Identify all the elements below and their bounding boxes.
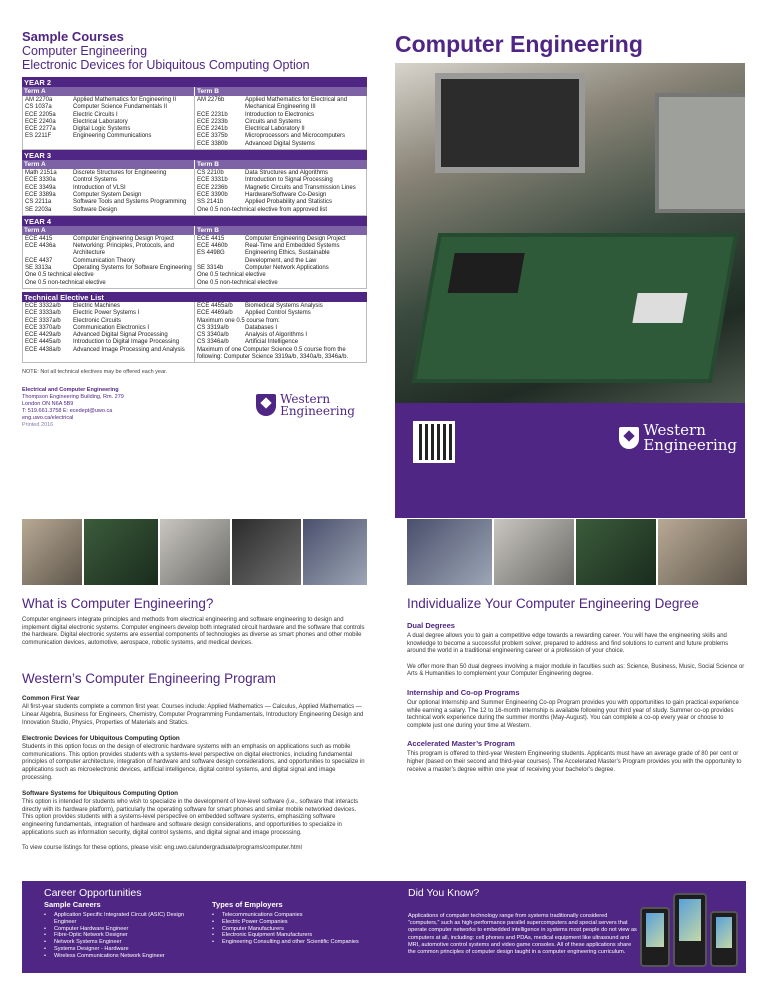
course-code: CS 2210b xyxy=(197,170,224,177)
program-info-panel xyxy=(22,596,367,853)
course-name: Control Systems xyxy=(73,177,118,184)
course-code: ECE 4445a/b xyxy=(25,339,61,346)
employers-title: Types of Employers xyxy=(212,900,283,909)
course-code: AM 2270a xyxy=(25,97,53,103)
course-code: ECE 4437 xyxy=(25,257,53,264)
term-a-label: Term A xyxy=(22,226,194,235)
contact-dept: Electrical and Computer Engineering xyxy=(22,387,119,394)
did-you-know-title: Did You Know? xyxy=(408,887,480,899)
what-is-body: Computer engineers integrate principles and methods from electrical engineering and software engineering to design and implement digital electronic systems. Computer engineers develop both integrated circuit hardware and the software that controls the hardware. Digital electronic systems are essential components of technologies as diverse as smart phones and other mobile communication devices, automotive, aerospace, robotic systems, and medical devices. xyxy=(22,617,365,646)
course-row xyxy=(197,310,364,317)
course-row xyxy=(197,185,364,192)
course-name: Databases I xyxy=(245,324,278,331)
course-code: ECE 3337a/b xyxy=(25,317,61,324)
course-code: ECE 4455a/b xyxy=(197,302,233,309)
course-row xyxy=(25,332,192,339)
employers-list xyxy=(212,912,362,946)
program-section-body: Students in this option focus on the design of electronic hardware systems with an emphasis on applications such as mobile communications. This option provides students with a systems-level perspective on digital electronics, including fundamental principles of computer architecture, integration of hardware and software design considerations, and opportunities to specialize in applications such as microelectronic devices, artificial intelligence, digital control systems, and digital signal and image processing. xyxy=(22,744,365,781)
employers-column xyxy=(212,899,362,960)
term-body xyxy=(22,96,367,150)
course-row xyxy=(25,185,192,192)
smartphones-photo xyxy=(640,887,740,967)
western-shield-icon xyxy=(256,394,276,416)
logo-line1: Western xyxy=(643,421,706,439)
note-text: NOTE: Not all technical electives may be offered each year. xyxy=(22,369,168,376)
tech-left xyxy=(23,302,194,362)
course-row xyxy=(197,339,364,346)
sample-courses-panel xyxy=(22,30,367,429)
course-row xyxy=(197,325,364,332)
sample-courses-option: Electronic Devices for Ubiquitous Computing Option xyxy=(22,58,310,72)
course-name: Networking: Principles, Protocols, and Architecture xyxy=(73,243,175,257)
course-row xyxy=(25,112,192,119)
course-code: ECE 3330a xyxy=(25,177,56,184)
term-header-row xyxy=(22,160,367,169)
course-row xyxy=(25,133,192,140)
course-name: Hardware/Software Co-Design xyxy=(245,191,327,198)
individualize-panel xyxy=(407,596,747,774)
cover-panel xyxy=(395,30,745,518)
course-code: Math 2151a xyxy=(25,170,57,177)
course-row xyxy=(197,177,364,184)
course-name: Introduction of VLSI xyxy=(73,184,126,191)
course-row xyxy=(25,243,192,258)
course-name: Applied Mathematics for Engineering II xyxy=(73,97,177,103)
tech-note: Maximum of one Computer Science 0.5 course from the following: Computer Science 3319a/b, 3340a/b, 3346a/b. xyxy=(197,346,349,361)
course-row xyxy=(197,112,364,119)
course-name: Engineering Communications xyxy=(73,133,152,140)
course-code: ECE 3389a xyxy=(25,191,56,198)
course-name: Artificial Intelligence xyxy=(245,339,299,346)
western-shield-icon xyxy=(619,427,639,449)
course-code: ECE 3375b xyxy=(197,133,228,140)
course-name: Applied Control Systems xyxy=(245,310,311,317)
course-code: CS 2211a xyxy=(25,199,52,206)
course-name: Electrical Laboratory xyxy=(73,118,128,125)
photo-computer-lab xyxy=(407,519,492,585)
individualize-section-title: Dual Degrees xyxy=(407,621,455,630)
course-code: ECE 2240a xyxy=(25,118,56,125)
course-code: ECE 2231b xyxy=(197,111,228,118)
course-row xyxy=(25,177,192,184)
course-code: ECE 4460b xyxy=(197,243,228,250)
course-row xyxy=(197,119,364,126)
sample-careers-column xyxy=(44,899,194,960)
course-name: Electric Machines xyxy=(73,302,121,309)
course-row xyxy=(197,126,364,133)
course-name: Computer Network Applications xyxy=(245,265,329,272)
photo-lab xyxy=(160,519,230,585)
what-is-heading: What is Computer Engineering? xyxy=(22,596,214,611)
course-row xyxy=(25,236,192,243)
course-name: Biomedical Systems Analysis xyxy=(245,302,323,309)
course-name: Circuits and Systems xyxy=(245,118,302,125)
course-row xyxy=(197,243,364,250)
career-title: Career Opportunities xyxy=(44,887,142,899)
photo-strip-right xyxy=(407,519,747,585)
individualize-section-body-2: We offer more than 50 dual degrees involving a major module in faculties such as: Science, Business, Music, Social Science or Arts & Humanities to complement your Computer Engineering degree. xyxy=(407,663,745,678)
course-name: Engineering Ethics, Sustainable Development, and the Law xyxy=(245,250,330,264)
course-row xyxy=(25,192,192,199)
term-b-courses xyxy=(194,96,366,149)
photo-circuit-board xyxy=(84,519,159,585)
course-row xyxy=(197,332,364,339)
did-you-know-band xyxy=(398,881,746,973)
photo-strip-left xyxy=(22,519,367,585)
individualize-heading: Individualize Your Computer Engineering Degree xyxy=(407,596,699,611)
course-row xyxy=(25,207,192,214)
course-code: ECE 4436a xyxy=(25,243,56,250)
course-code: CS 3346a/b xyxy=(197,339,229,346)
course-code: ECE 3331b xyxy=(197,177,228,184)
course-row xyxy=(197,170,364,177)
contact-city: London ON N6A 5B9 xyxy=(22,401,74,408)
contact-phone: T: 519.661.3758 E: ecedept@uwo.ca xyxy=(22,408,113,415)
course-name: Real-Time and Embedded Systems xyxy=(245,243,340,250)
individualize-section-title: Accelerated Master’s Program xyxy=(407,739,515,749)
photo-workstation xyxy=(303,519,367,585)
career-opportunities-band xyxy=(22,881,398,973)
course-row xyxy=(197,97,364,112)
course-code: ECE 4415 xyxy=(25,235,53,242)
course-code: ECE 3332a/b xyxy=(25,302,61,309)
course-code: SE 2203a xyxy=(25,206,52,213)
logo-line2: Engineering xyxy=(280,404,355,419)
photo-robot xyxy=(232,519,302,585)
term-a-label: Term A xyxy=(22,160,194,169)
individualize-section-body: Our optional Internship and Summer Engineering Co-op Program provides you with opportunities to gain practical experience while earning a salary. The 12 to 16-month internship is available following your third year of study. Summer co-op provides technical work experience during the summer months (May-August). You can complete a co-op every year or choose to complete just one during your time at Western. xyxy=(407,699,739,729)
course-code: ECE 4429a/b xyxy=(25,332,61,339)
course-code: ECE 3333a/b xyxy=(25,310,61,317)
course-code: ECE 4469a/b xyxy=(197,310,233,317)
employer-item: • Electronic Equipment Manufacturers xyxy=(212,932,362,939)
course-code: ECE 2241b xyxy=(197,126,228,133)
photo-students xyxy=(22,519,82,585)
course-name: Communication Theory xyxy=(73,257,135,264)
photo-monitors xyxy=(494,519,574,585)
course-code: ECE 2233b xyxy=(197,118,228,125)
course-code: ECE 3349a xyxy=(25,184,56,191)
individualize-section-body: A dual degree allows you to gain a competitive edge towards a rewarding career. You will have the engineering skills and knowledge to become a successful problem solver, prepared to address and find solutions to current and future problems around the world in a traditional engineering career or a profession of your choice. xyxy=(407,633,729,655)
course-tables xyxy=(22,77,367,289)
course-row xyxy=(25,119,192,126)
contact-block xyxy=(22,387,124,429)
course-code: SE 3314b xyxy=(197,265,224,272)
term-a-courses xyxy=(23,96,194,149)
elective-note: One 0.5 technical elective xyxy=(197,272,266,279)
careers-list xyxy=(44,912,194,960)
course-row xyxy=(197,250,364,265)
term-b-courses xyxy=(194,235,366,288)
course-name: Analysis of Algorithms I xyxy=(245,332,308,339)
course-code: CS 3319a/b xyxy=(197,324,229,331)
program-section-title: Software Systems for Ubiquitous Computing Option xyxy=(22,790,179,798)
technical-elective-table xyxy=(22,292,367,363)
course-code: ECE 3370a/b xyxy=(25,324,61,331)
course-name: Magnetic Circuits and Transmission Lines xyxy=(245,184,356,191)
course-name: Electrical Laboratory II xyxy=(245,126,305,133)
program-section-title: Electronic Devices for Ubiquitous Computing Option xyxy=(22,735,180,743)
elective-note: One 0.5 non-technical elective from approved list xyxy=(197,206,328,213)
course-row xyxy=(25,318,192,325)
course-code: CS 1037a xyxy=(25,104,52,111)
tech-elective-header: Technical Elective List xyxy=(22,292,367,302)
course-name: Computer Engineering Design Project xyxy=(73,235,174,242)
course-name: Microprocessors and Microcomputers xyxy=(245,133,346,140)
did-you-know-body: Applications of computer technology range from systems traditionally considered “computers,” such as high-performance parallel supercomputers and special servers that operate computer networks to embedded intelligence in systems most people do not view as computers at all, including: cell phones and PDAs, medical equipment like ultrasound and MRI, automotive control systems and video game consoles. All of these applications share the common principles of computer design taught in a computer engineering curriculum. xyxy=(408,913,637,956)
course-name: Introduction to Digital Image Processing xyxy=(73,339,180,346)
program-section-body: All first-year students complete a common first year. Courses include: Applied Mathematics — Calculus, Applied Mathematics — Linear Algebra, Business for Engineers, Chemistry, Computer Programming Fundamentals, Introductory Engineering Design and Innovation Studio, Physics, Properties of Materials and Statics. xyxy=(22,704,364,726)
year-header: YEAR 4 xyxy=(22,216,367,226)
sample-careers-title: Sample Careers xyxy=(44,900,101,909)
course-name: Advanced Digital Signal Processing xyxy=(73,332,168,339)
cover-title: Computer Engineering xyxy=(395,31,643,57)
sample-courses-title: Sample Courses xyxy=(22,29,124,44)
course-row xyxy=(25,97,192,104)
course-code: SS 2141b xyxy=(197,199,224,206)
course-name: Computer Engineering Design Project xyxy=(245,235,346,242)
contact-building: Thompson Engineering Building, Rm. 279 xyxy=(22,394,124,401)
course-code: ECE 2236b xyxy=(197,184,228,191)
course-name: Computer System Design xyxy=(73,191,142,198)
career-item: • Application Specific Integrated Circuit (ASIC) Design Engineer xyxy=(44,912,194,926)
course-row xyxy=(25,199,192,206)
course-row xyxy=(197,133,364,140)
course-code: ECE 3380b xyxy=(197,140,228,147)
term-body xyxy=(22,169,367,216)
employer-item: • Computer Manufacturers xyxy=(212,926,362,933)
course-row xyxy=(25,265,192,272)
course-row xyxy=(25,347,192,354)
course-name: Electronic Circuits xyxy=(73,317,122,324)
course-name: Advanced Image Processing and Analysis xyxy=(73,346,185,353)
photo-student-smiling xyxy=(658,519,747,585)
course-name: Introduction to Electronics xyxy=(245,111,315,118)
course-name: Electric Power Systems I xyxy=(73,310,140,317)
elective-note: One 0.5 non-technical elective xyxy=(197,279,278,286)
cover-footer-band xyxy=(395,403,745,518)
course-name: Advanced Digital Systems xyxy=(245,140,315,147)
course-row xyxy=(25,126,192,133)
career-item: • Wireless Communications Network Engineer xyxy=(44,953,194,960)
course-name: Data Structures and Algorithms xyxy=(245,170,329,177)
course-row xyxy=(25,170,192,177)
term-b-label: Term B xyxy=(194,87,367,96)
course-code: AM 2276b xyxy=(197,97,225,103)
career-item: • Fibre-Optic Network Designer xyxy=(44,932,194,939)
career-item: • Network Systems Engineer xyxy=(44,939,194,946)
term-b-label: Term B xyxy=(194,160,367,169)
term-header-row xyxy=(22,226,367,235)
course-code: ECE 2277a xyxy=(25,126,56,133)
year-header: YEAR 2 xyxy=(22,77,367,87)
logo-line2: Engineering xyxy=(643,436,737,454)
program-section-body: This option is intended for students who wish to specialize in the development of low-level software (i.e., software that interacts directly with its hardware platform), particularly the operating software for smart phones and similar mobile networked devices. This option provides students with a systems-level perspective on embedded software systems, emphasizing software engineering fundamentals, integration of hardware and software design considerations, and opportunities to specialize in applications such as information security, digital control systems, and digital signal and image processing. xyxy=(22,799,359,836)
year-header: YEAR 3 xyxy=(22,150,367,160)
course-row xyxy=(25,325,192,332)
course-row xyxy=(25,339,192,346)
course-name: Operating Systems for Software Engineering xyxy=(73,265,192,272)
individualize-section-body: This program is offered to third-year Western Engineering students. Applicants must have an average grade of 80 per cent or higher (based on their second and third-year courses). The Accelerated Master’s Program provides you with the opportunity to receive a master’s degree within one year of receiving your bachelor’s degree. xyxy=(407,751,742,773)
course-row xyxy=(25,303,192,310)
term-a-label: Term A xyxy=(22,87,194,96)
program-heading: Western’s Computer Engineering Program xyxy=(22,671,276,687)
course-name: Computer Science Fundamentals II xyxy=(73,104,168,111)
contact-web-link[interactable]: eng.uwo.ca/electrical xyxy=(22,415,74,422)
course-name: Introduction to Signal Processing xyxy=(245,177,333,184)
course-code: SE 3313a xyxy=(25,265,52,272)
course-row xyxy=(25,258,192,265)
tech-note: Maximum one 0.5 course from: xyxy=(197,317,280,324)
elective-note: One 0.5 technical elective xyxy=(25,272,94,279)
photo-electronics xyxy=(576,519,656,585)
logo-line1: Western xyxy=(280,392,331,407)
sample-courses-subtitle: Computer Engineering xyxy=(22,44,148,58)
course-code: ES 2211F xyxy=(25,133,52,140)
course-code: ECE 4415 xyxy=(197,235,225,242)
term-a-courses xyxy=(23,235,194,288)
employer-item: • Engineering Consulting and other Scientific Companies xyxy=(212,939,362,946)
course-name: Software Tools and Systems Programming xyxy=(73,199,187,206)
course-code: ES 4498G xyxy=(197,250,225,257)
course-row xyxy=(25,310,192,317)
course-row xyxy=(197,199,364,206)
course-name: Software Design xyxy=(73,206,118,213)
program-section-title: Common First Year xyxy=(22,695,80,703)
employer-item: • Telecommunications Companies xyxy=(212,912,362,919)
course-name: Applied Mathematics for Electrical and Mechanical Engineering III xyxy=(245,97,348,111)
western-engineering-logo xyxy=(256,393,355,417)
course-code: CS 3340a/b xyxy=(197,332,229,339)
program-sections xyxy=(22,695,367,837)
career-item: • Systems Designer - Hardware xyxy=(44,946,194,953)
term-a-courses xyxy=(23,169,194,215)
hero-photo-lab-equipment xyxy=(395,63,745,403)
term-body xyxy=(22,235,367,289)
term-b-label: Term B xyxy=(194,226,367,235)
course-name: Digital Logic Systems xyxy=(73,126,131,133)
tech-right xyxy=(194,302,366,362)
course-name: Communication Electronics I xyxy=(73,324,150,331)
tech-elective-body xyxy=(22,302,367,363)
individualize-sections xyxy=(407,621,747,774)
course-row xyxy=(197,303,364,310)
term-b-courses xyxy=(194,169,366,215)
course-code: ECE 3390b xyxy=(197,191,228,198)
term-header-row xyxy=(22,87,367,96)
course-code: ECE 2205a xyxy=(25,111,56,118)
course-row xyxy=(197,265,364,272)
qr-code-icon[interactable] xyxy=(413,421,455,463)
printed-date: Printed 2016 xyxy=(22,422,54,429)
program-link-text[interactable]: To view course listings for these options, please visit: eng.uwo.ca/undergraduate/programs/computer.html xyxy=(22,845,302,852)
western-engineering-logo-white xyxy=(619,423,737,453)
employer-item: • Electric Power Companies xyxy=(212,919,362,926)
course-row xyxy=(25,104,192,111)
course-code: ECE 4438a/b xyxy=(25,346,61,353)
course-name: Electric Circuits I xyxy=(73,111,118,118)
course-row xyxy=(197,236,364,243)
course-name: Discrete Structures for Engineering xyxy=(73,170,167,177)
individualize-section-title: Internship and Co-op Programs xyxy=(407,687,520,697)
course-name: Applied Probability and Statistics xyxy=(245,199,333,206)
course-row xyxy=(197,192,364,199)
course-row xyxy=(197,141,364,148)
elective-note: One 0.5 non-technical elective xyxy=(25,279,106,286)
career-item: • Computer Hardware Engineer xyxy=(44,926,194,933)
